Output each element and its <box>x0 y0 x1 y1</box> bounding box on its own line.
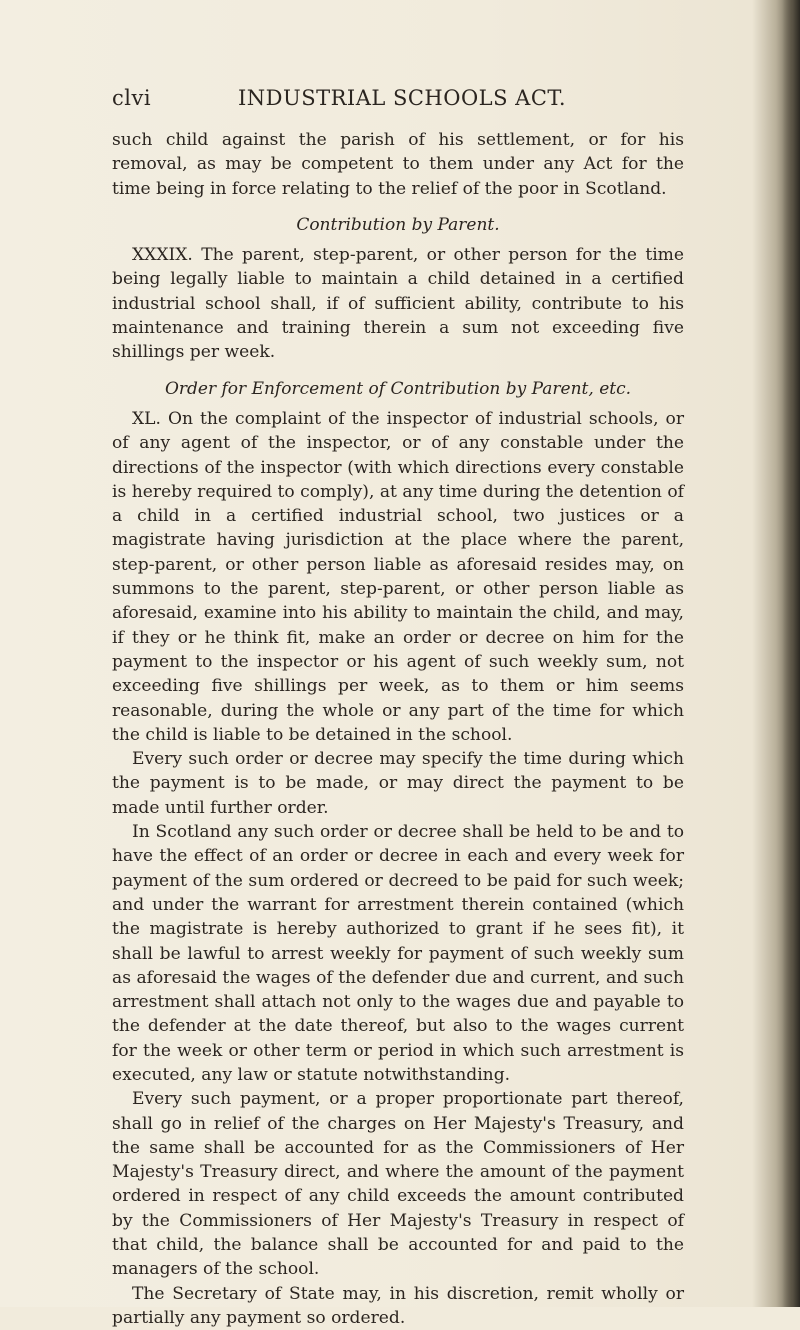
page-body <box>112 128 684 1330</box>
paragraph-remit: The Secretary of State may, in his discretion, remit wholly or partially any payment so ordered. <box>112 1283 684 1328</box>
page-folio: clvi <box>112 86 152 110</box>
paragraph-payment-relief: Every such payment, or a proper proportionate part thereof, shall go in relief of the charges on Her Majesty's Treasury, and the same shall be accounted for as the Commissioners of Her Majesty's Treasury direct, and where the amount of the payment ordered in respect of any child exceeds the amount contributed by the Commissioners of Her Majesty's Treasury in respect of that child, the balance shall be accounted for and paid to the managers of the school. <box>112 1089 684 1280</box>
section-heading-enforcement: Order for Enforcement of Contribution by Parent, etc. <box>164 378 632 399</box>
section-xl: XL. On the complaint of the inspector of industrial schools, or of any agent of the inspector, or of any constable under the directions of the inspector (with which directions every constable is hereby required to comply), at any time during the detention of a child in a certified industrial school, two justices or a magistrate having jurisdiction at the place where the parent, step-parent, or other person liable as aforesaid resides may, on summons to the parent, step-parent, or other person liable as aforesaid, examine into his ability to maintain the child, and may, if they or he think fit, make an order or decree on him for the payment to the inspector or his agent of such weekly sum, not exceeding five shillings per week, as to them or him seems reasonable, during the whole or any part of the time for which the child is liable to be detained in the school. <box>112 408 684 745</box>
paragraph-order-timing: Every such order or decree may specify the time during which the payment is to be made, or may direct the payment to be made until further order. <box>112 749 684 818</box>
section-heading-contribution: Contribution by Parent. <box>296 214 500 235</box>
paragraph-continuation: such child against the parish of his settlement, or for his removal, as may be competent to them under any Act for the time being in force relating to the relief of the poor in Scotland. <box>112 130 684 199</box>
running-title: INDUSTRIAL SCHOOLS ACT. <box>237 86 567 110</box>
section-xxxix: XXXIX. The parent, step-parent, or other person for the time being legally liable to maintain a child detained in a certified industrial school shall, if of sufficient ability, contribute to his maintenance and training therein a sum not exceeding five shillings per week. <box>112 245 684 363</box>
page-edge-shadow <box>782 0 800 1307</box>
paragraph-scotland: In Scotland any such order or decree shall be held to be and to have the effect of an order or decree in each and every week for payment of the sum ordered or decreed to be paid for such week; and under the warrant for arrestment therein contained (which the magistrate is hereby authorized to grant if he sees fit), it shall be lawful to arrest weekly for payment of such weekly sum as aforesaid the wages of the defender due and current, and such arrestment shall attach not only to the wages due and payable to the defender at the date thereof, but also to the wages current for the week or other term or period in which such arrestment is executed, any law or statute notwithstanding. <box>112 822 684 1085</box>
page-header <box>112 86 692 116</box>
